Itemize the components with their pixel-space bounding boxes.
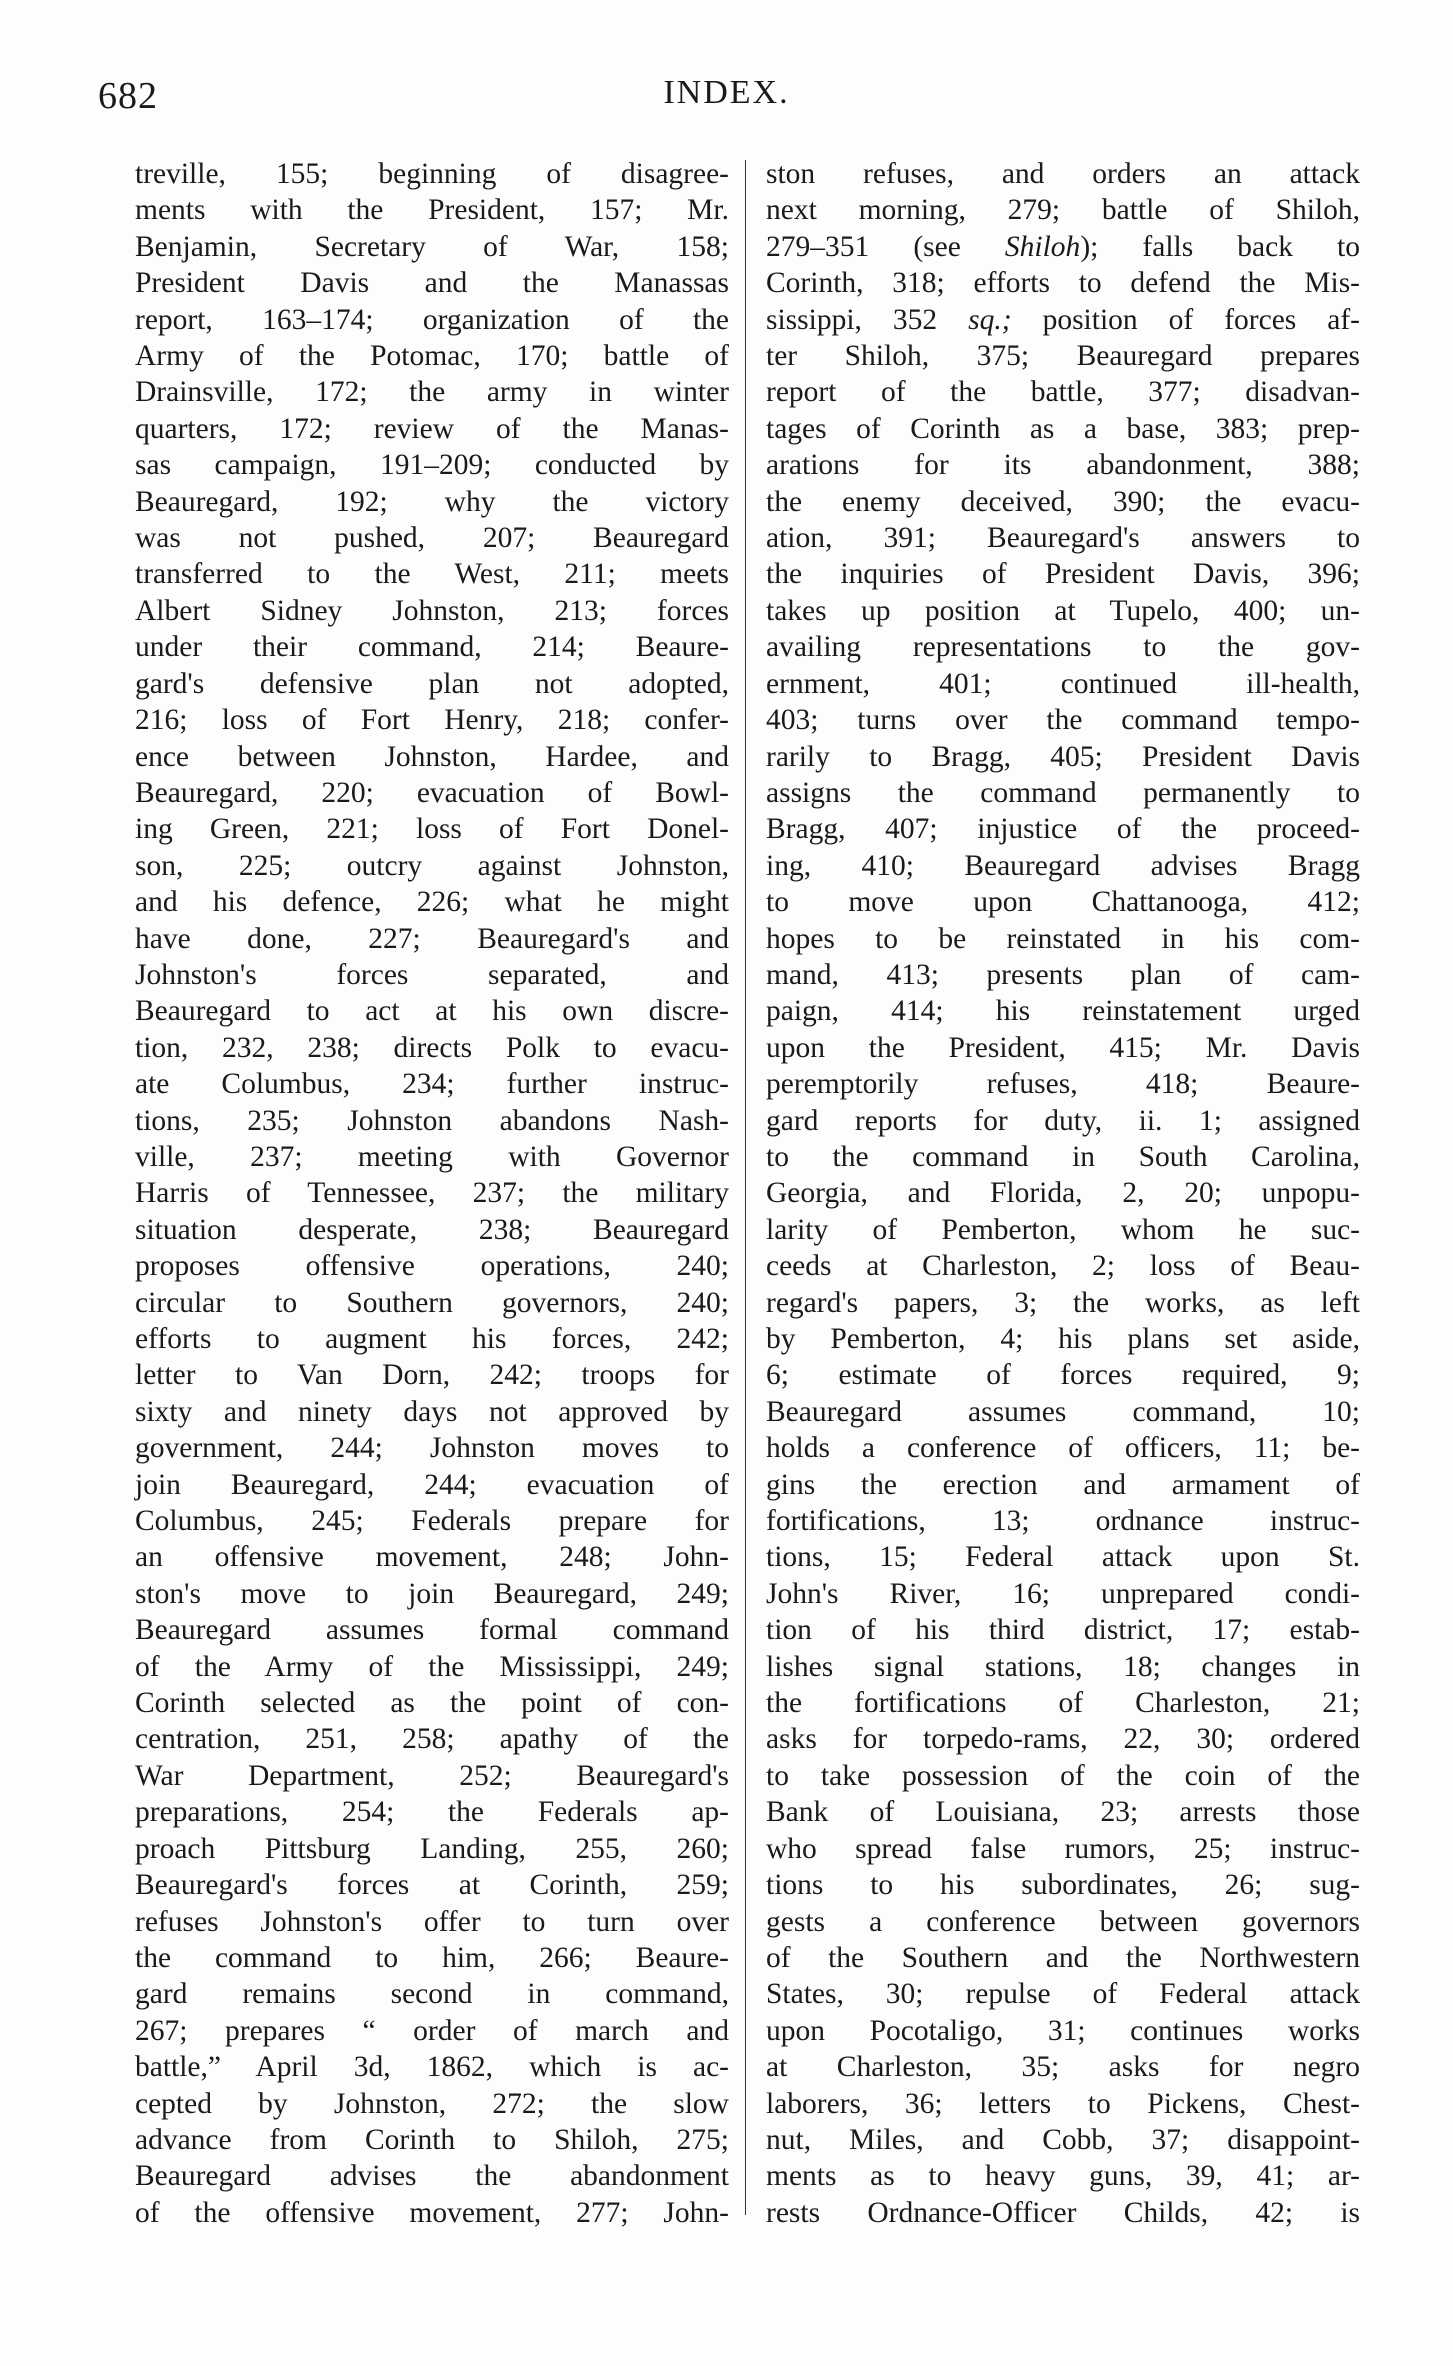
index-line: gard reports for duty, ii. 1; assigned	[766, 1104, 1360, 1137]
index-column-left	[135, 156, 729, 2231]
index-line: of the Southern and the Northwestern	[766, 1941, 1360, 1974]
index-line: tions to his subordinates, 26; sug-	[766, 1869, 1360, 1902]
index-line: advance from Corinth to Shiloh, 275;	[135, 2123, 729, 2156]
index-line: War Department, 252; Beauregard's	[135, 1759, 729, 1792]
index-line: Albert Sidney Johnston, 213; forces	[135, 594, 729, 627]
index-line: Drainsville, 172; the army in winter	[135, 376, 729, 409]
index-line: fortifications, 13; ordnance instruc-	[766, 1505, 1360, 1538]
index-line: paign, 414; his reinstatement urged	[766, 995, 1360, 1028]
index-line: Harris of Tennessee, 237; the military	[135, 1177, 729, 1210]
index-line: lishes signal stations, 18; changes in	[766, 1650, 1360, 1683]
index-line: tion, 232, 238; directs Polk to evacu-	[135, 1031, 729, 1064]
index-line: of the offensive movement, 277; John-	[135, 2196, 729, 2229]
index-line: tages of Corinth as a base, 383; prep-	[766, 412, 1360, 445]
index-line: upon Pocotaligo, 31; continues works	[766, 2014, 1360, 2047]
index-line: gins the erection and armament of	[766, 1468, 1360, 1501]
index-line: ments with the President, 157; Mr.	[135, 194, 729, 227]
index-line: tions, 235; Johnston abandons Nash-	[135, 1104, 729, 1137]
index-line: rests Ordnance-Officer Childs, 42; is	[766, 2196, 1360, 2229]
index-line: Beauregard assumes formal command	[135, 1614, 729, 1647]
index-column-right	[766, 156, 1360, 2231]
index-line: the fortifications of Charleston, 21;	[766, 1687, 1360, 1720]
index-line: 267; prepares “ order of march and	[135, 2014, 729, 2047]
index-line: government, 244; Johnston moves to	[135, 1432, 729, 1465]
index-line: asks for torpedo-rams, 22, 30; ordered	[766, 1723, 1360, 1756]
index-line: the enemy deceived, 390; the evacu-	[766, 485, 1360, 518]
index-line: proach Pittsburg Landing, 255, 260;	[135, 1832, 729, 1865]
index-line: Georgia, and Florida, 2, 20; unpopu-	[766, 1177, 1360, 1210]
index-line: who spread false rumors, 25; instruc-	[766, 1832, 1360, 1865]
index-line: gard remains second in command,	[135, 1978, 729, 2011]
index-line: to take possession of the coin of the	[766, 1759, 1360, 1792]
index-line: Beauregard, 220; evacuation of Bowl-	[135, 776, 729, 809]
index-line: 6; estimate of forces required, 9;	[766, 1359, 1360, 1392]
index-line: an offensive movement, 248; John-	[135, 1541, 729, 1574]
index-line: holds a conference of officers, 11; be-	[766, 1432, 1360, 1465]
index-line: centration, 251, 258; apathy of the	[135, 1723, 729, 1756]
index-line: have done, 227; Beauregard's and	[135, 922, 729, 955]
index-line: Corinth, 318; efforts to defend the Mis-	[766, 267, 1360, 300]
index-line: ter Shiloh, 375; Beauregard prepares	[766, 340, 1360, 373]
index-line: the command to him, 266; Beaure-	[135, 1941, 729, 1974]
index-line: efforts to augment his forces, 242;	[135, 1323, 729, 1355]
index-line: letter to Van Dorn, 242; troops for	[135, 1359, 729, 1392]
index-line: laborers, 36; letters to Pickens, Chest-	[766, 2087, 1360, 2120]
index-line: mand, 413; presents plan of cam-	[766, 958, 1360, 991]
index-line: takes up position at Tupelo, 400; un-	[766, 594, 1360, 627]
index-line: preparations, 254; the Federals ap-	[135, 1796, 729, 1829]
page-number: 682	[98, 75, 158, 117]
index-line: Beauregard advises the abandonment	[135, 2160, 729, 2193]
index-line: gests a conference between governors	[766, 1905, 1360, 1938]
index-line: report of the battle, 377; disadvan-	[766, 376, 1360, 409]
index-line: assigns the command permanently to	[766, 776, 1360, 809]
index-line: battle,” April 3d, 1862, which is ac-	[135, 2051, 729, 2084]
index-line: next morning, 279; battle of Shiloh,	[766, 194, 1360, 227]
index-line: at Charleston, 35; asks for negro	[766, 2051, 1360, 2084]
index-line: Corinth selected as the point of con-	[135, 1687, 729, 1720]
index-line: and his defence, 226; what he might	[135, 886, 729, 919]
index-line: Columbus, 245; Federals prepare for	[135, 1505, 729, 1538]
index-line: President Davis and the Manassas	[135, 267, 729, 300]
index-line: ing, 410; Beauregard advises Bragg	[766, 849, 1360, 882]
index-line: of the Army of the Mississippi, 249;	[135, 1650, 729, 1683]
index-line: ate Columbus, 234; further instruc-	[135, 1068, 729, 1101]
index-line: Bank of Louisiana, 23; arrests those	[766, 1796, 1360, 1829]
index-line: quarters, 172; review of the Manas-	[135, 412, 729, 445]
index-line: rarily to Bragg, 405; President Davis	[766, 740, 1360, 773]
index-line: Beauregard's forces at Corinth, 259;	[135, 1869, 729, 1902]
index-line: tion of his third district, 17; estab-	[766, 1614, 1360, 1647]
index-line: under their command, 214; Beaure-	[135, 631, 729, 664]
index-line: ston's move to join Beauregard, 249;	[135, 1577, 729, 1610]
index-line: larity of Pemberton, whom he suc-	[766, 1213, 1360, 1246]
index-line: peremptorily refuses, 418; Beaure-	[766, 1068, 1360, 1101]
index-line: Beauregard to act at his own discre-	[135, 995, 729, 1028]
index-line: ville, 237; meeting with Governor	[135, 1140, 729, 1173]
index-line: Benjamin, Secretary of War, 158;	[135, 230, 729, 263]
index-line: hopes to be reinstated in his com-	[766, 922, 1360, 955]
index-line: availing representations to the gov-	[766, 631, 1360, 664]
index-line: Beauregard, 192; why the victory	[135, 485, 729, 518]
running-head: INDEX.	[663, 74, 790, 111]
index-line: States, 30; repulse of Federal attack	[766, 1978, 1360, 2011]
index-line: upon the President, 415; Mr. Davis	[766, 1031, 1360, 1064]
index-line: join Beauregard, 244; evacuation of	[135, 1468, 729, 1501]
index-line: by Pemberton, 4; his plans set aside,	[766, 1323, 1360, 1355]
index-line: John's River, 16; unprepared condi-	[766, 1577, 1360, 1610]
index-line: ing Green, 221; loss of Fort Donel-	[135, 813, 729, 846]
index-line: treville, 155; beginning of disagree-	[135, 158, 729, 190]
index-line: Bragg, 407; injustice of the proceed-	[766, 813, 1360, 846]
column-rule	[745, 160, 746, 2215]
index-line: sixty and ninety days not approved by	[135, 1395, 729, 1428]
index-line: Johnston's forces separated, and	[135, 958, 729, 991]
index-line: tions, 15; Federal attack upon St.	[766, 1541, 1360, 1574]
index-line: ence between Johnston, Hardee, and	[135, 740, 729, 773]
index-line: 279–351 (see Shiloh); falls back to	[766, 230, 1360, 263]
index-line: refuses Johnston's offer to turn over	[135, 1905, 729, 1938]
index-line: 403; turns over the command tempo-	[766, 704, 1360, 737]
index-line: Army of the Potomac, 170; battle of	[135, 340, 729, 373]
index-line: ston refuses, and orders an attack	[766, 158, 1360, 190]
index-line: regard's papers, 3; the works, as left	[766, 1286, 1360, 1319]
index-line: sissippi, 352 sq.; position of forces af-	[766, 303, 1360, 336]
index-line: Beauregard assumes command, 10;	[766, 1395, 1360, 1428]
index-line: ernment, 401; continued ill-health,	[766, 667, 1360, 700]
index-line: ation, 391; Beauregard's answers to	[766, 522, 1360, 555]
index-line: sas campaign, 191–209; conducted by	[135, 449, 729, 482]
index-line: son, 225; outcry against Johnston,	[135, 849, 729, 882]
index-line: circular to Southern governors, 240;	[135, 1286, 729, 1319]
index-line: 216; loss of Fort Henry, 218; confer-	[135, 704, 729, 737]
index-line: to move upon Chattanooga, 412;	[766, 886, 1360, 919]
index-line: report, 163–174; organization of the	[135, 303, 729, 336]
index-line: proposes offensive operations, 240;	[135, 1250, 729, 1283]
index-line: cepted by Johnston, 272; the slow	[135, 2087, 729, 2120]
index-line: ceeds at Charleston, 2; loss of Beau-	[766, 1250, 1360, 1283]
index-line: gard's defensive plan not adopted,	[135, 667, 729, 700]
index-line: nut, Miles, and Cobb, 37; disappoint-	[766, 2123, 1360, 2156]
index-line: ments as to heavy guns, 39, 41; ar-	[766, 2160, 1360, 2193]
index-line: situation desperate, 238; Beauregard	[135, 1213, 729, 1246]
index-line: arations for its abandonment, 388;	[766, 449, 1360, 482]
index-line: transferred to the West, 211; meets	[135, 558, 729, 591]
index-line: the inquiries of President Davis, 396;	[766, 558, 1360, 591]
index-line: was not pushed, 207; Beauregard	[135, 522, 729, 555]
index-line: to the command in South Carolina,	[766, 1140, 1360, 1173]
